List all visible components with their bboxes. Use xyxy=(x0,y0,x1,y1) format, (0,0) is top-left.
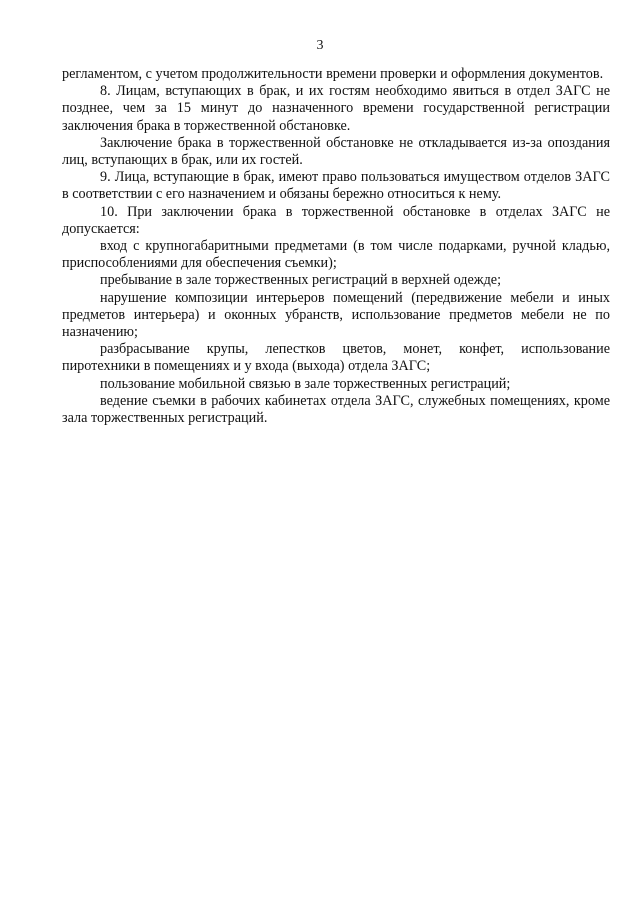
paragraph-item-9: 9. Лица, вступающие в брак, имеют право пользоваться имуществом отделов ЗАГС в соответствии с его назначением и обязаны бережно относиться к нему. xyxy=(62,169,610,203)
prohibition-filming: ведение съемки в рабочих кабинетах отдела ЗАГС, служебных помещениях, кроме зала торжественных регистраций. xyxy=(62,392,610,427)
paragraph-continuation: регламентом, с учетом продолжительности времени проверки и оформления документов. xyxy=(62,66,604,82)
document-body xyxy=(62,66,610,427)
prohibition-interior-changes: нарушение композиции интерьеров помещений (передвижение мебели и иных предметов интерьера) и оконных убранств, использование предметов мебели не по назначению; xyxy=(62,289,610,341)
paragraph-lateness-rule: Заключение брака в торжественной обстановке не откладывается из-за опоздания лиц, вступающих в брак, или их гостей. xyxy=(62,134,610,169)
page-number: 3 xyxy=(316,38,324,53)
paragraph-item-10: 10. При заключении брака в торжественной обстановке в отделах ЗАГС не допускается: xyxy=(62,203,610,237)
prohibition-mobile-phones: пользование мобильной связью в зале торжественных регистраций; xyxy=(100,375,511,392)
paragraph-item-8: 8. Лицам, вступающих в брак, и их гостям необходимо явиться в отдел ЗАГС не позднее, чем за 15 минут до назначенного времени государственной регистрации заключения брака в торжественной обстановке. xyxy=(62,83,610,134)
prohibition-large-items: вход с крупногабаритными предметами (в том числе подарками, ручной кладью, приспособлениями для обеспечения съемки); xyxy=(62,238,610,272)
prohibition-outerwear: пребывание в зале торжественных регистраций в верхней одежде; xyxy=(100,272,502,289)
prohibition-throwing-items: разбрасывание крупы, лепестков цветов, монет, конфет, использование пиротехники в помещениях и у входа (выхода) отдела ЗАГС; xyxy=(62,341,610,375)
